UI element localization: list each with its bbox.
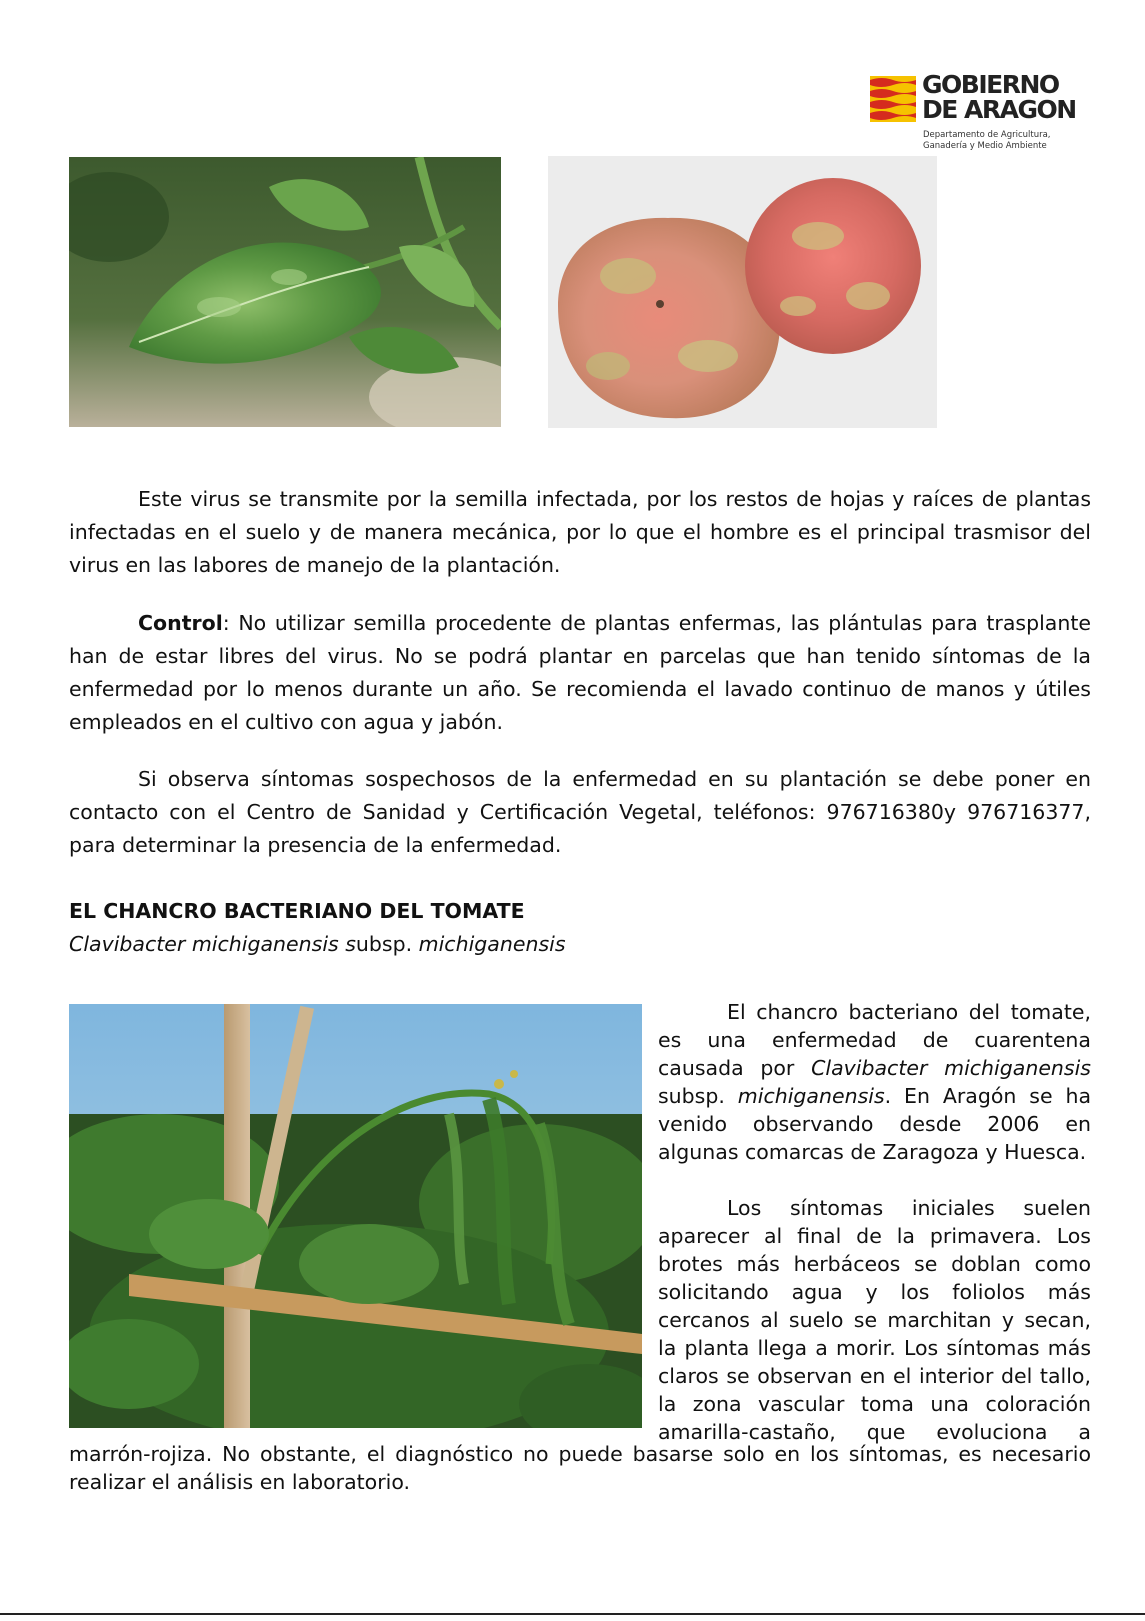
subtitle-s: s: [338, 932, 356, 956]
paragraph-virus-text: Este virus se transmite por la semilla infectada, por los restos de hojas y raíces de plantas infectadas en el suelo y de manera mecánica, por lo que el hombre es el principal trasmisor del virus en las labores de manejo de la plantación.: [69, 487, 1091, 577]
section-title: EL CHANCRO BACTERIANO DEL TOMATE: [69, 899, 525, 923]
photo-infected-leaf: [69, 157, 501, 427]
bottom-rule: [0, 1613, 1145, 1615]
photo-wilted-plant: [69, 1004, 642, 1428]
chancro-p1-c: . En Aragón se ha venido observando desde 2006 en algunas comarcas de Zaragoza y Huesca.: [658, 1084, 1092, 1164]
logo-title-line2: DE ARAGON: [922, 95, 1076, 124]
photo-infected-tomatoes: [548, 156, 937, 428]
chancro-paragraph-2: [658, 1194, 1091, 1446]
paragraph-contact: [69, 763, 1091, 862]
logo-department: [923, 130, 1051, 152]
chancro-p1-species: Clavibacter michiganensis: [811, 1056, 1091, 1080]
control-text: : No utilizar semilla procedente de plantas enfermas, las plántulas para trasplante han de estar libres del virus. No se podrá plantar en parcelas que han tenido síntomas de la enfermedad por lo menos durante un año. Se recomienda el lavado continuo de manos y útiles empleados en el cultivo con agua y jabón.: [69, 611, 1091, 734]
chancro-paragraph-1: [658, 998, 1091, 1166]
control-label: Control: [138, 611, 223, 635]
logo-title: [922, 72, 1076, 122]
chancro-description-column: [658, 998, 1091, 1446]
logo-dept-line1: Departamento de Agricultura,: [923, 130, 1051, 140]
chancro-p1-b: subsp.: [658, 1084, 738, 1108]
chancro-p1-epithet: michiganensis: [737, 1084, 885, 1108]
contact-text: Si observa síntomas sospechosos de la enfermedad en su plantación se debe poner en contacto con el Centro de Sanidad y Certificación Vegetal, teléfonos: 976716380y 976716377, para determinar la presencia de la enfermedad.: [69, 767, 1091, 857]
chancro-p2-text: Los síntomas iniciales suelen aparecer al final de la primavera. Los brotes más herbáceos se doblan como solicitando agua y los foliolos más cercanos al suelo se marchitan y secan, la planta llega a morir. Los síntomas más claros se observan en el interior del tallo, la zona vascular toma una coloración amarilla-castaño, que evoluciona a: [658, 1196, 1091, 1444]
subtitle-genus: Clavibacter michiganensis: [69, 932, 339, 956]
paragraph-control: [69, 607, 1091, 739]
subtitle-subsp: ubsp.: [355, 932, 419, 956]
logo-title-line1: GOBIERNO: [922, 70, 1059, 99]
logo-dept-line2: Ganadería y Medio Ambiente: [923, 141, 1047, 151]
chancro-paragraph-2-tail: marrón-rojiza. No obstante, el diagnóstico no puede basarse solo en los síntomas, es necesario realizar el análisis en laboratorio.: [69, 1442, 1091, 1494]
chancro-p1-a: El chancro bacteriano del tomate, es una enfermedad de cuarentena causada por: [658, 1000, 1091, 1080]
section-subtitle: [69, 930, 566, 958]
paragraph-virus-transmission: [69, 483, 1091, 582]
gobierno-aragon-logo: [870, 72, 1088, 154]
aragon-flag-icon: [870, 76, 916, 122]
subtitle-epithet: michiganensis: [418, 932, 566, 956]
